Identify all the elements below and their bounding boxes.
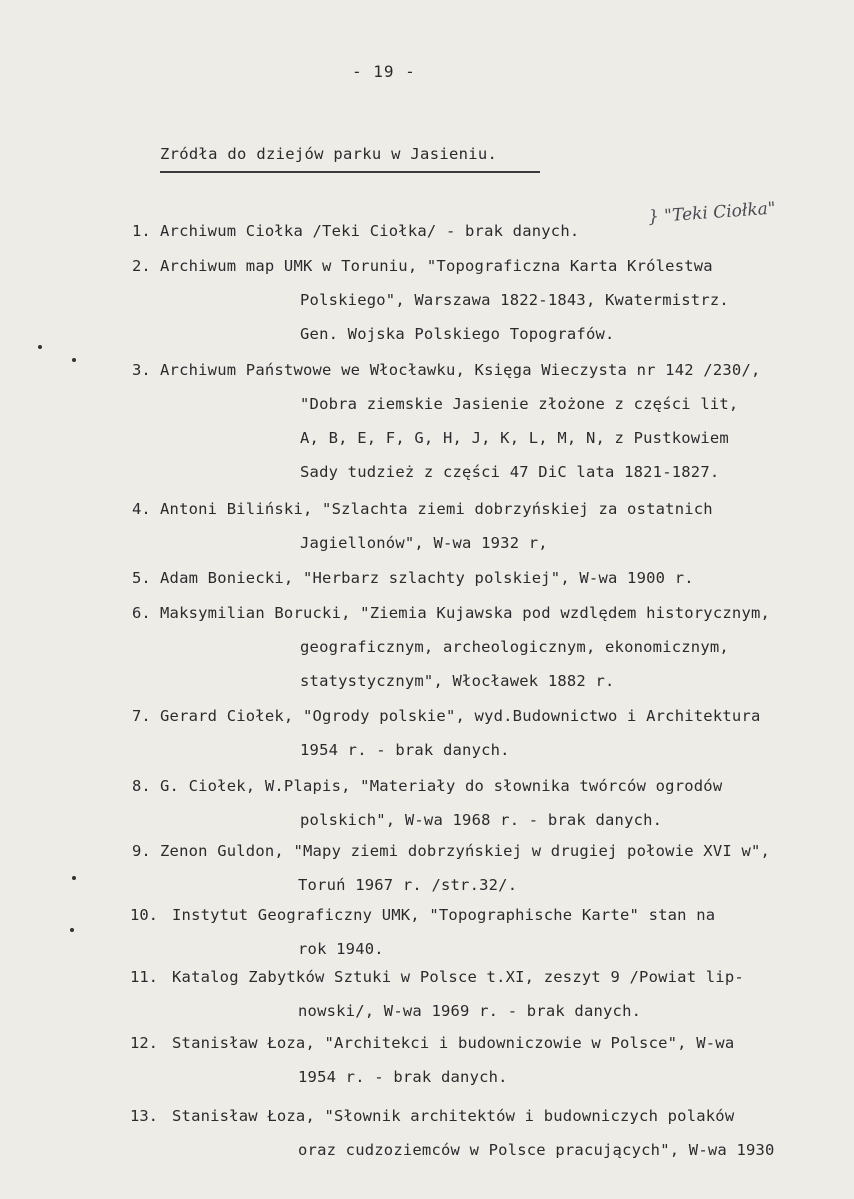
- entry-text-line: Adam Boniecki, "Herbarz szlachty polskiej", W-wa 1900 r.: [160, 569, 694, 587]
- heading-underline: [160, 171, 540, 173]
- margin-dot-mark: [72, 358, 76, 362]
- margin-dot-mark: [38, 345, 42, 349]
- entry-text-line: A, B, E, F, G, H, J, K, L, M, N, z Pustkowiem: [300, 429, 729, 447]
- entry-number: 3.: [132, 361, 151, 379]
- entry-text-line: Archiwum map UMK w Toruniu, "Topograficzna Karta Królestwa: [160, 257, 713, 275]
- entry-number: 13.: [130, 1107, 158, 1125]
- entry-text-line: Toruń 1967 r. /str.32/.: [298, 876, 518, 894]
- entry-number: 2.: [132, 257, 151, 275]
- entry-text-line: Jagiellonów", W-wa 1932 r,: [300, 534, 548, 552]
- entry-text-line: rok 1940.: [298, 940, 384, 958]
- entry-text-line: 1954 r. - brak danych.: [300, 741, 510, 759]
- entry-text-line: Gerard Ciołek, "Ogrody polskie", wyd.Budownictwo i Architektura: [160, 707, 761, 725]
- entry-text-line: Sady tudzież z części 47 DiC lata 1821-1827.: [300, 463, 720, 481]
- entry-number: 11.: [130, 968, 158, 986]
- entry-text-line: G. Ciołek, W.Plapis, "Materiały do słownika twórców ogrodów: [160, 777, 723, 795]
- entry-number: 1.: [132, 222, 151, 240]
- margin-dot-mark: [72, 876, 76, 880]
- entry-text-line: polskich", W-wa 1968 r. - brak danych.: [300, 811, 663, 829]
- section-heading: Zródła do dziejów parku w Jasieniu.: [160, 145, 498, 163]
- entry-text-line: "Dobra ziemskie Jasienie złożone z części lit,: [300, 395, 739, 413]
- entry-number: 4.: [132, 500, 151, 518]
- entry-text-line: Archiwum Ciołka /Teki Ciołka/ - brak danych.: [160, 222, 580, 240]
- entry-text-line: geograficznym, archeologicznym, ekonomicznym,: [300, 638, 729, 656]
- entry-number: 5.: [132, 569, 151, 587]
- entry-number: 12.: [130, 1034, 158, 1052]
- entry-text-line: Maksymilian Borucki, "Ziemia Kujawska pod wzdlędem historycznym,: [160, 604, 771, 622]
- entry-text-line: Archiwum Państwowe we Włocławku, Księga Wieczysta nr 142 /230/,: [160, 361, 761, 379]
- entry-text-line: statystycznym", Włocławek 1882 r.: [300, 672, 615, 690]
- entry-text-line: 1954 r. - brak danych.: [298, 1068, 508, 1086]
- entry-text-line: Stanisław Łoza, "Słownik architektów i budowniczych polaków: [172, 1107, 735, 1125]
- entry-text-line: oraz cudzoziemców w Polsce pracujących", W-wa 1930: [298, 1141, 775, 1159]
- handwritten-margin-note: } "Teki Ciołka": [647, 198, 777, 228]
- entry-text-line: nowski/, W-wa 1969 r. - brak danych.: [298, 1002, 642, 1020]
- entry-text-line: Polskiego", Warszawa 1822-1843, Kwatermistrz.: [300, 291, 729, 309]
- entry-number: 10.: [130, 906, 158, 924]
- margin-dot-mark: [70, 928, 74, 932]
- entry-text-line: Zenon Guldon, "Mapy ziemi dobrzyńskiej w drugiej połowie XVI w",: [160, 842, 771, 860]
- entry-text-line: Stanisław Łoza, "Architekci i budowniczowie w Polsce", W-wa: [172, 1034, 735, 1052]
- entry-number: 6.: [132, 604, 151, 622]
- entry-number: 8.: [132, 777, 151, 795]
- entry-number: 9.: [132, 842, 151, 860]
- entry-text-line: Antoni Biliński, "Szlachta ziemi dobrzyńskiej za ostatnich: [160, 500, 713, 518]
- entry-text-line: Gen. Wojska Polskiego Topografów.: [300, 325, 615, 343]
- entry-text-line: Instytut Geograficzny UMK, "Topographische Karte" stan na: [172, 906, 716, 924]
- entry-text-line: Katalog Zabytków Sztuki w Polsce t.XI, zeszyt 9 /Powiat lip-: [172, 968, 744, 986]
- entry-number: 7.: [132, 707, 151, 725]
- page-number: - 19 -: [352, 62, 416, 81]
